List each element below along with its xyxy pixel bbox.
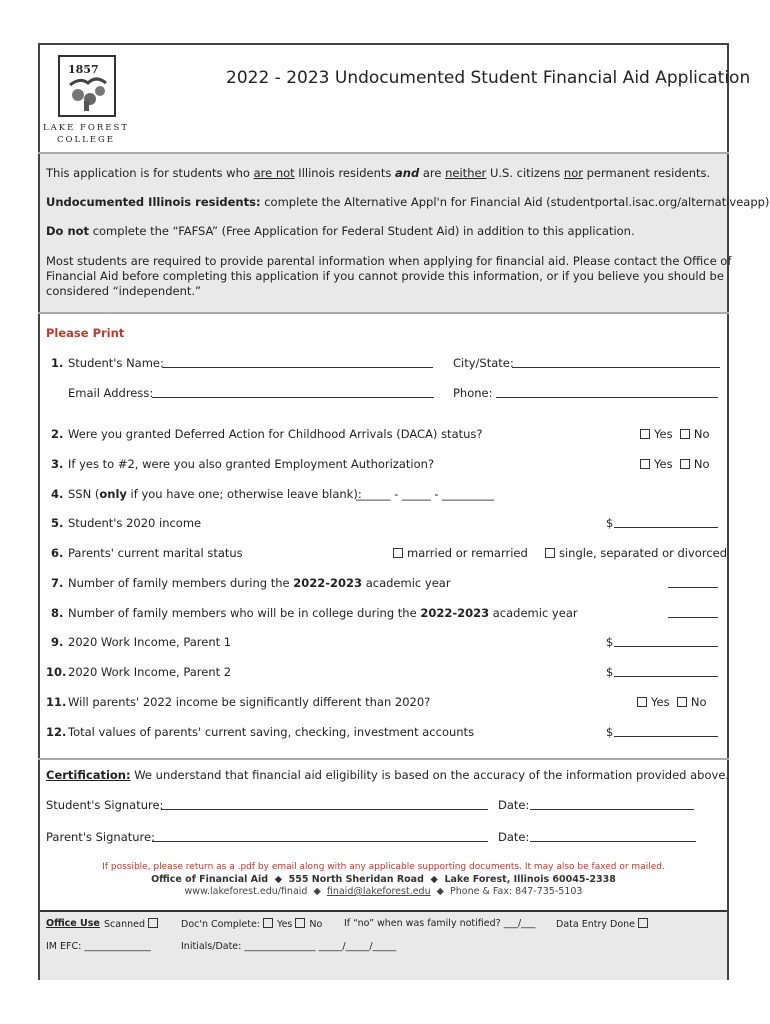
office-use-row-1: Office Use [46,918,100,929]
q12-number: 12. [46,725,67,739]
q2-number: 2. [51,427,64,441]
q6-number: 6. [51,546,64,560]
q12-label: Total values of parents' current saving, checking, investment accounts [68,725,475,739]
q11-yes-checkbox[interactable] [637,697,647,707]
city-state-field[interactable] [512,356,720,368]
student-name-field[interactable] [162,356,433,368]
student-signature-label: Student's Signature: [46,798,164,812]
college-name: LAKE FOREST COLLEGE [42,123,129,145]
parent1-income-field[interactable] [614,635,718,647]
q10-dollar: $ [606,665,614,679]
student-date-label: Date: [498,798,530,812]
please-print-label: Please Print [46,326,125,340]
return-note: If possible, please return as a .pdf by email along with any applicable supporting documents. It may also be faxed or mailed. [102,862,665,872]
email-label: Email Address: [68,386,154,400]
page-title: 2022 - 2023 Undocumented Student Financial Aid Application [226,68,751,88]
q5-number: 5. [51,516,64,530]
scanned-checkbox[interactable] [148,918,158,928]
parent-signature-field[interactable] [152,830,488,842]
diamond-icon: ◆ [274,874,283,885]
q8-label: Number of family members who will be in college during the 2022-2023 academic year [68,606,578,620]
q9-dollar: $ [606,635,614,649]
initials-date-field[interactable]: Initials/Date: _______________ _____/_____/_____ [181,941,397,952]
parent2-income-field[interactable] [614,665,718,677]
certification-statement: Certification: We understand that financial aid eligibility is based on the accuracy of the information provided above. [46,768,730,782]
q11-options: Yes No [637,695,707,709]
email-link[interactable]: finaid@lakeforest.edu [326,886,431,897]
info-divider [38,312,729,314]
q7-label: Number of family members during the 2022-2023 academic year [68,576,451,590]
married-checkbox[interactable] [393,548,403,558]
q5-label: Student's 2020 income [68,516,202,530]
student-signature-field[interactable] [161,798,488,810]
student-income-field[interactable] [614,516,718,528]
q11-no-checkbox[interactable] [677,697,687,707]
email-field[interactable] [152,386,434,398]
single-checkbox[interactable] [545,548,555,558]
q11-number: 11. [46,695,67,709]
info-line-eligibility: This application is for students who are not Illinois residents and are neither U.S. citizens nor permanent residents. [46,166,711,180]
q1-number: 1. [51,356,64,370]
info-line-alternative-app: Undocumented Illinois residents: complete the Alternative Appl'n for Financial Aid (studentportal.isac.org/alternativeapp) [46,195,770,209]
diamond-icon: ◆ [436,886,444,897]
parent-signature-label: Parent's Signature: [46,830,155,844]
q10-label: 2020 Work Income, Parent 2 [68,665,232,679]
office-contact: www.lakeforest.edu/finaid ◆ finaid@lakeforest.edu ◆ Phone & Fax: 847-735-5103 [184,886,583,897]
q9-number: 9. [51,635,64,649]
info-para-line-3: considered “independent.” [46,284,201,298]
q8-number: 8. [51,606,64,620]
office-address: Office of Financial Aid ◆ 555 North Sheridan Road ◆ Lake Forest, Illinois 60045-2338 [151,874,616,885]
docn-no-checkbox[interactable] [295,918,305,928]
q3-yes-checkbox[interactable] [640,459,650,469]
data-entry-checkbox[interactable] [638,918,648,928]
q5-dollar: $ [606,516,614,530]
info-line-fafsa: Do not complete the “FAFSA” (Free Application for Federal Student Aid) in addition to this application. [46,224,635,238]
q10-number: 10. [46,665,67,679]
data-entry-option: Data Entry Done [556,918,652,930]
family-members-field[interactable] [668,576,718,588]
married-option: married or remarried [393,546,528,560]
website-link[interactable]: www.lakeforest.edu/finaid [184,886,308,897]
q7-number: 7. [51,576,64,590]
phone-field[interactable] [496,386,718,398]
crest-oak-icon [60,57,114,115]
diamond-icon: ◆ [430,874,438,885]
ssn-label: SSN (only if you have one; otherwise leave blank): [68,487,362,501]
q3-label: If yes to #2, were you also granted Employment Authorization? [68,457,435,471]
logo-year: 1857 [68,63,99,76]
family-notified-field[interactable]: If “no” when was family notified? ___/___ [344,918,536,929]
ssn-field[interactable]: ______ - _____ - _________ [356,487,494,501]
q3-options: Yes No [640,457,710,471]
parent-date-label: Date: [498,830,530,844]
info-para-line-1: Most students are required to provide parental information when applying for financial aid. Please contact the Office of [46,254,732,268]
q3-no-checkbox[interactable] [680,459,690,469]
docn-yes-checkbox[interactable] [263,918,273,928]
q2-no-checkbox[interactable] [680,429,690,439]
q2-label: Were you granted Deferred Action for Childhood Arrivals (DACA) status? [68,427,483,441]
college-crest-logo [58,55,116,117]
phone-label: Phone: [453,386,493,400]
q11-label: Will parents' 2022 income be significantly different than 2020? [68,695,431,709]
im-efc-field[interactable]: IM EFC: ______________ [46,941,151,952]
info-para-line-2: Financial Aid before completing this application if you cannot provide this information, or if you believe you should be [46,269,724,283]
savings-field[interactable] [614,725,718,737]
q9-label: 2020 Work Income, Parent 1 [68,635,232,649]
parent-date-field[interactable] [530,830,696,842]
q2-yes-checkbox[interactable] [640,429,650,439]
city-state-label: City/State: [453,356,514,370]
diamond-icon: ◆ [313,886,321,897]
scanned-option: Scanned [104,918,162,930]
q4-number: 4. [51,487,64,501]
certification-divider [38,758,729,760]
student-name-label: Student's Name: [68,356,164,370]
student-date-field[interactable] [530,798,694,810]
q6-label: Parents' current marital status [68,546,243,560]
q2-options: Yes No [640,427,710,441]
q3-number: 3. [51,457,64,471]
q12-dollar: $ [606,725,614,739]
in-college-field[interactable] [668,606,718,618]
single-option: single, separated or divorced [545,546,727,560]
docn-complete-option: Doc'n Complete: Yes No [181,919,323,930]
